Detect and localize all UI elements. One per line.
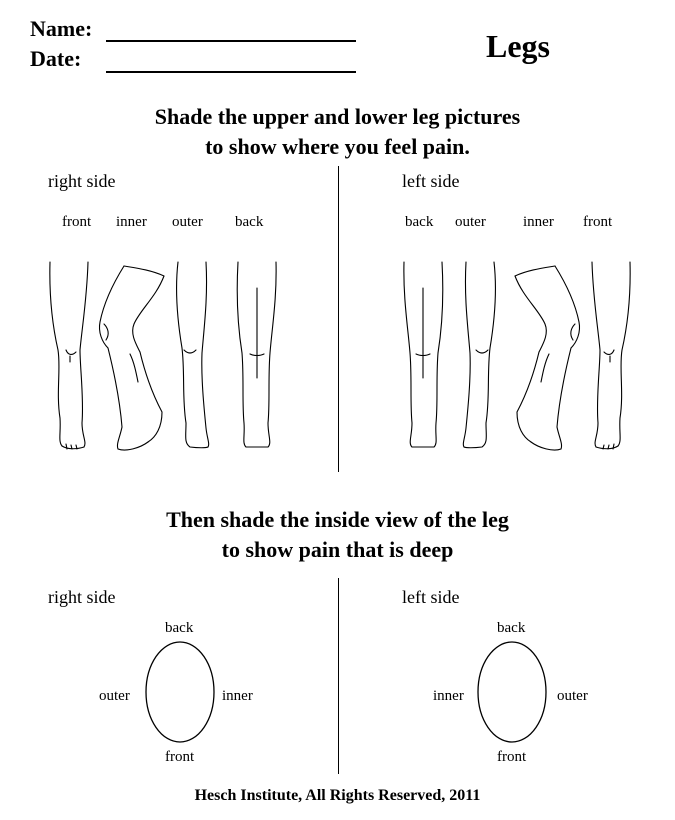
lower-section-divider <box>338 578 339 774</box>
right-oval-left-label: outer <box>99 688 130 704</box>
right-front-leg-drawing[interactable] <box>44 258 94 453</box>
left-back-leg-drawing[interactable] <box>398 258 448 453</box>
view-label-right-inner: inner <box>116 214 147 230</box>
left-oval-bottom-label: front <box>497 749 527 765</box>
left-front-leg-drawing[interactable] <box>586 258 636 453</box>
right-oval-top-label: back <box>165 620 194 636</box>
view-label-left-inner: inner <box>523 214 554 230</box>
left-oval-top-label: back <box>497 620 526 636</box>
right-back-leg-drawing[interactable] <box>232 258 282 453</box>
left-inner-leg-drawing[interactable] <box>508 262 583 454</box>
view-label-right-back: back <box>235 214 264 230</box>
lower-left-side-label: left side <box>402 587 460 607</box>
left-leg-cross-section-oval[interactable] <box>476 640 548 744</box>
instruction-bottom-line1: Then shade the inside view of the leg <box>166 507 509 532</box>
view-label-right-front: front <box>62 214 92 230</box>
left-outer-leg-drawing[interactable] <box>452 258 502 453</box>
right-leg-cross-section-oval[interactable] <box>144 640 216 744</box>
instruction-top-line2: to show where you feel pain. <box>205 134 470 159</box>
view-label-left-front: front <box>583 214 613 230</box>
right-outer-leg-drawing[interactable] <box>170 258 220 453</box>
view-label-left-outer: outer <box>455 214 486 230</box>
footer-copyright: Hesch Institute, All Rights Reserved, 2011 <box>194 787 481 804</box>
page-title: Legs <box>486 28 550 64</box>
left-oval-left-label: inner <box>433 688 464 704</box>
instruction-top-line1: Shade the upper and lower leg pictures <box>154 104 521 129</box>
lower-right-side-label: right side <box>48 587 116 607</box>
instruction-bottom-line2: to show pain that is deep <box>221 537 454 562</box>
date-label: Date: <box>30 46 82 71</box>
upper-left-side-label: left side <box>402 171 460 191</box>
upper-right-side-label: right side <box>48 171 116 191</box>
left-oval-right-label: outer <box>557 688 588 704</box>
right-oval-right-label: inner <box>222 688 253 704</box>
view-label-left-back: back <box>405 214 434 230</box>
upper-section-divider <box>338 166 339 472</box>
right-inner-leg-drawing[interactable] <box>96 262 171 454</box>
right-oval-bottom-label: front <box>165 749 195 765</box>
name-label: Name: <box>30 16 93 41</box>
name-field[interactable] <box>106 40 356 42</box>
date-field[interactable] <box>106 71 356 73</box>
view-label-right-outer: outer <box>172 214 203 230</box>
